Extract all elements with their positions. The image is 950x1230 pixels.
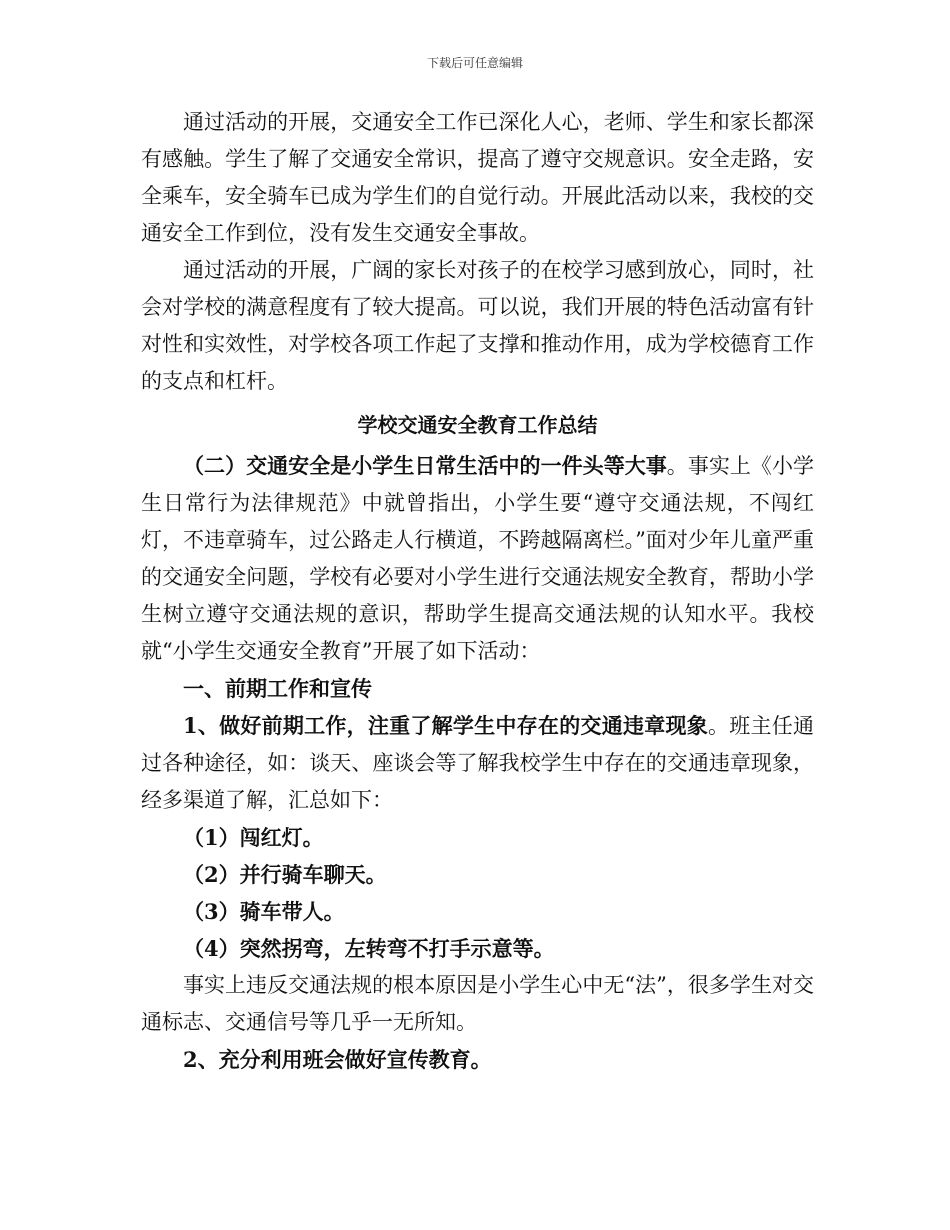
- paragraph-3-lead: （二）交通安全是小学生日常生活中的一件头等大事: [183, 453, 667, 478]
- sub-heading-2: 2、充分利用班会做好宣传教育。: [183, 1047, 492, 1072]
- paragraph-3-body: 。事实上《小学生日常行为法律规范》中就曾指出，小学生要“遵守交通法规，不闯红灯，不违章骑车，过公路走人行横道，不跨越隔离栏。”面对少年儿童严重的交通安全问题，学校有必要对小学生进行交通法规安全教育，帮助小学生树立遵守交通法规的意识，帮助学生提高交通法规的认知水平。我校就“小学生交通安全教育”开展了如下活动：: [141, 454, 815, 663]
- paragraph-2: 通过活动的开展，广阔的家长对孩子的在校学习感到放心，同时，社会对学校的满意程度有了较大提高。可以说，我们开展的特色活动富有针对性和实效性，对学校各项工作起了支撑和推动作用，成为学校德育工作的支点和杠杆。: [141, 258, 814, 393]
- paragraph-4-body: 。班主任通过各种途径，如：谈天、座谈会等了解我校学生中存在的交通违章现象，经多渠道了解，汇总如下：: [141, 714, 814, 812]
- section-heading-1: 一、前期工作和宣传: [183, 676, 372, 701]
- list-item: （3）骑车带人。: [183, 899, 345, 924]
- document-body: [141, 104, 814, 1078]
- paragraph-3: [141, 447, 814, 670]
- paragraph-4: [141, 707, 814, 819]
- list-item: （4）突然拐弯，左转弯不打手示意等。: [183, 936, 555, 961]
- paragraph-1: 通过活动的开展，交通安全工作已深化人心，老师、学生和家长都深有感触。学生了解了交通安全常识，提高了遵守交规意识。安全走路，安全乘车，安全骑车已成为学生们的自觉行动。开展此活动以来，我校的交通安全工作到位，没有发生交通安全事故。: [141, 110, 814, 245]
- paragraph-5: 事实上违反交通法规的根本原因是小学生心中无“法”，很多学生对交通标志、交通信号等几乎一无所知。: [141, 973, 814, 1034]
- page-header: 下载后可任意编辑: [426, 56, 523, 70]
- list-item: （2）并行骑车聊天。: [183, 862, 387, 887]
- list-item: （1）闯红灯。: [183, 825, 324, 850]
- section-title: 学校交通安全教育工作总结: [357, 413, 598, 437]
- paragraph-4-lead: 1、做好前期工作，注重了解学生中存在的交通违章现象: [183, 713, 708, 738]
